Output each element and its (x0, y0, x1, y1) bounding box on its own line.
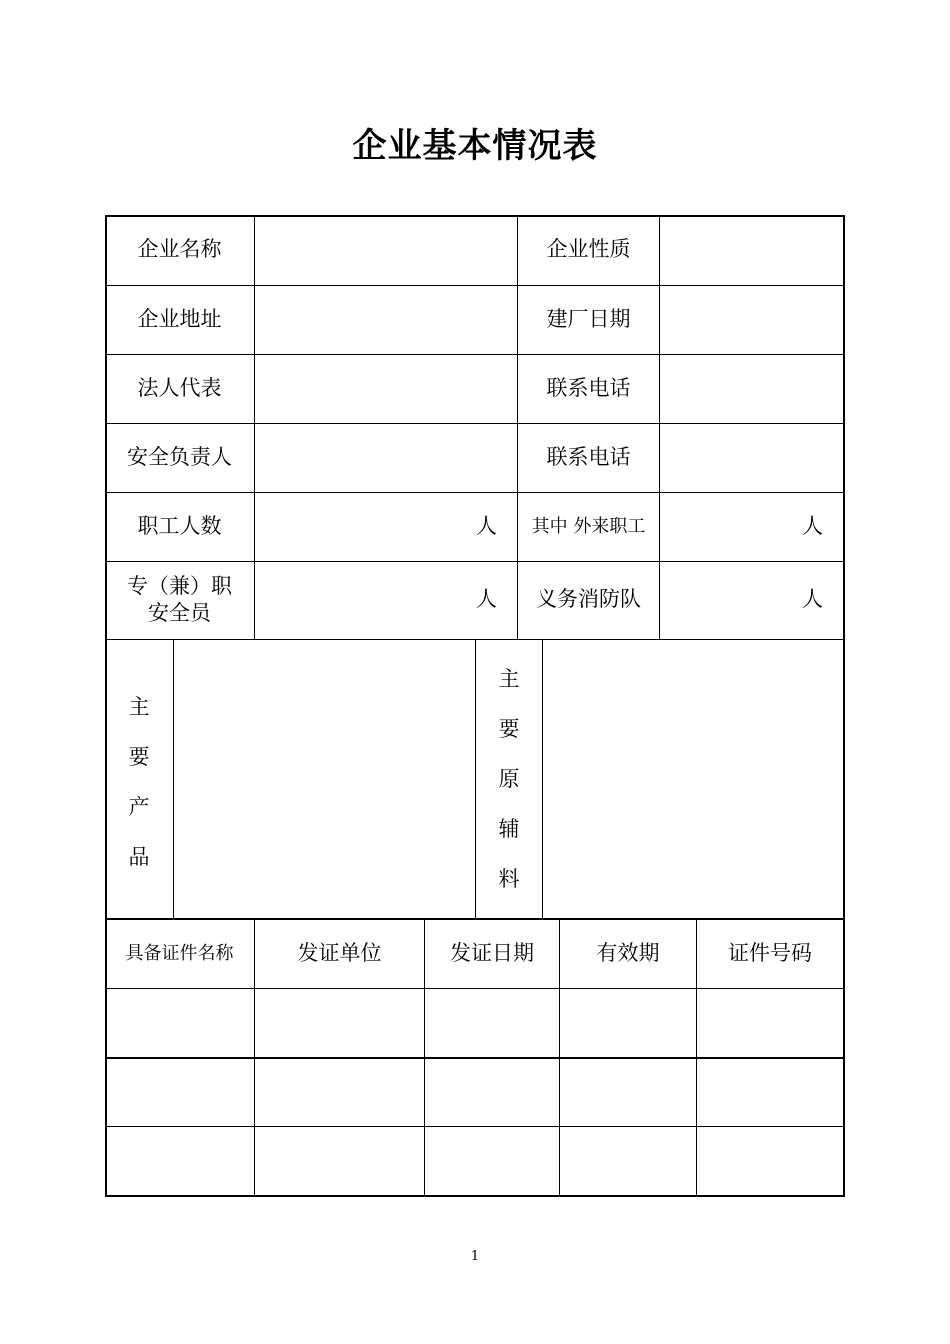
main-materials-field[interactable] (543, 640, 843, 918)
staff-count-field[interactable] (255, 492, 517, 561)
company-address-field[interactable] (255, 285, 517, 354)
table-cell[interactable] (255, 989, 424, 1057)
legal-rep-label: 法人代表 (137, 375, 222, 400)
safety-officer-label-line1: 专（兼）职 (127, 573, 232, 598)
main-products-char: 主 (128, 694, 150, 719)
volunteer-fire-field[interactable] (660, 561, 843, 639)
main-materials-char: 原 (498, 767, 520, 791)
table-cell[interactable] (255, 1127, 424, 1195)
main-materials-char: 料 (498, 867, 520, 891)
company-nature-label: 企业性质 (546, 237, 631, 262)
main-materials-char: 主 (498, 667, 520, 691)
table-cell[interactable] (255, 1059, 424, 1126)
phone-label-2: 联系电话 (546, 444, 631, 469)
table-cell[interactable] (560, 989, 696, 1057)
safety-head-label: 安全负责人 (127, 444, 232, 469)
table-cell[interactable] (697, 989, 843, 1057)
main-materials-label (476, 640, 542, 918)
phone-label-1: 联系电话 (546, 375, 631, 400)
cert-header-issue-date: 发证日期 (450, 941, 534, 966)
cert-header-issuer: 发证单位 (297, 941, 382, 966)
page-number: 1 (470, 1249, 480, 1264)
safety-officer-label-line2: 安全员 (148, 601, 211, 625)
unit-person: 人 (476, 513, 497, 538)
table-cell[interactable] (425, 1059, 559, 1126)
main-materials-char: 要 (498, 717, 520, 741)
safety-officer-field[interactable] (255, 561, 517, 639)
phone-field-1[interactable] (660, 354, 843, 423)
unit-person: 人 (476, 587, 497, 612)
table-cell[interactable] (105, 989, 254, 1057)
enterprise-info-form (105, 215, 845, 1197)
unit-person: 人 (802, 513, 823, 538)
cert-header-validity: 有效期 (596, 941, 660, 966)
unit-person: 人 (802, 587, 823, 612)
table-cell[interactable] (105, 1059, 254, 1126)
founded-date-field[interactable] (660, 285, 843, 354)
main-materials-char: 辅 (498, 817, 520, 841)
table-cell[interactable] (425, 1127, 559, 1195)
safety-officer-label (105, 561, 254, 639)
main-products-char: 要 (128, 744, 150, 769)
table-cell[interactable] (697, 1127, 843, 1195)
staff-count-label: 职工人数 (137, 513, 222, 538)
main-products-char: 品 (128, 844, 150, 869)
company-name-field[interactable] (255, 215, 517, 285)
safety-head-field[interactable] (255, 423, 517, 492)
cert-header-number: 证件号码 (728, 941, 812, 966)
company-nature-field[interactable] (660, 215, 843, 285)
founded-date-label: 建厂日期 (546, 306, 631, 331)
table-cell[interactable] (560, 1127, 696, 1195)
main-products-field[interactable] (174, 640, 475, 918)
cert-header-name: 具备证件名称 (125, 943, 234, 965)
legal-rep-field[interactable] (255, 354, 517, 423)
phone-field-2[interactable] (660, 423, 843, 492)
page-title: 企业基本情况表 (352, 126, 598, 166)
table-cell[interactable] (560, 1059, 696, 1126)
outside-staff-field[interactable] (660, 492, 843, 561)
table-cell[interactable] (425, 989, 559, 1057)
table-cell[interactable] (105, 1127, 254, 1195)
company-address-label: 企业地址 (137, 306, 222, 331)
main-products-char: 产 (128, 794, 150, 819)
outside-staff-label: 其中 外来职工 (531, 515, 646, 537)
table-cell[interactable] (697, 1059, 843, 1126)
company-name-label: 企业名称 (137, 237, 222, 262)
volunteer-fire-label: 义务消防队 (536, 587, 641, 612)
main-products-label (105, 645, 173, 918)
